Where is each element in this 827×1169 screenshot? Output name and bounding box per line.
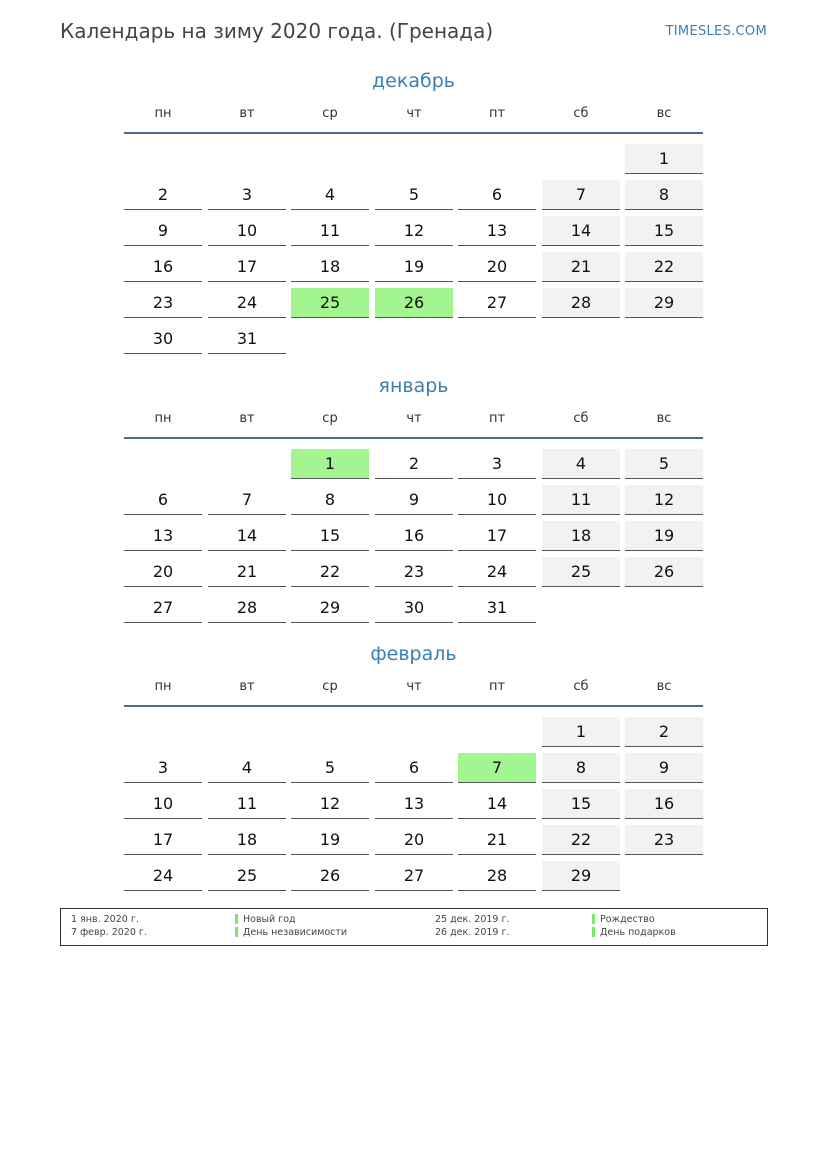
weekday-label: чт [406, 411, 422, 426]
day-cell: 4 [208, 753, 286, 783]
month-name: декабрь [372, 70, 455, 92]
day-cell: 9 [124, 216, 202, 246]
day-cell: 25 [208, 861, 286, 891]
day-cell: 13 [124, 521, 202, 551]
day-cell: 16 [625, 789, 703, 819]
weekday-label: вт [239, 411, 255, 426]
day-cell: 20 [124, 557, 202, 587]
day-cell: 23 [625, 825, 703, 855]
weekday-label: ср [322, 679, 338, 694]
day-cell: 15 [625, 216, 703, 246]
header-divider [124, 705, 703, 707]
day-cell: 2 [625, 717, 703, 747]
day-cell: 14 [542, 216, 620, 246]
day-cell: 6 [375, 753, 453, 783]
weekday-label: вт [239, 679, 255, 694]
holiday-marker [235, 927, 238, 937]
day-cell: 22 [625, 252, 703, 282]
legend-name: Новый год [243, 914, 296, 925]
day-cell: 3 [124, 753, 202, 783]
legend-date: 7 февр. 2020 г. [71, 927, 147, 938]
holiday-marker [592, 914, 595, 924]
legend-date: 1 янв. 2020 г. [71, 914, 139, 925]
weekday-label: сб [573, 679, 589, 694]
day-cell: 21 [458, 825, 536, 855]
day-cell: 16 [124, 252, 202, 282]
day-cell: 1 [625, 144, 703, 174]
day-cell: 17 [458, 521, 536, 551]
day-cell: 28 [208, 593, 286, 623]
day-cell: 2 [375, 449, 453, 479]
day-cell: 17 [208, 252, 286, 282]
month-name: февраль [370, 643, 457, 665]
day-cell: 6 [458, 180, 536, 210]
day-cell: 11 [291, 216, 369, 246]
day-cell: 30 [124, 324, 202, 354]
day-cell: 5 [625, 449, 703, 479]
header-divider [124, 132, 703, 134]
day-cell: 8 [291, 485, 369, 515]
day-cell: 20 [458, 252, 536, 282]
day-cell: 7 [542, 180, 620, 210]
day-cell: 7 [458, 753, 536, 783]
day-cell: 26 [625, 557, 703, 587]
weekday-label: вт [239, 106, 255, 121]
day-cell: 24 [124, 861, 202, 891]
day-cell: 25 [291, 288, 369, 318]
day-cell: 7 [208, 485, 286, 515]
day-cell: 10 [458, 485, 536, 515]
day-cell: 6 [124, 485, 202, 515]
holiday-marker [235, 914, 238, 924]
day-cell: 11 [542, 485, 620, 515]
weekday-label: чт [406, 106, 422, 121]
weekday-label: пн [154, 411, 172, 426]
day-cell: 4 [291, 180, 369, 210]
header-divider [124, 437, 703, 439]
day-cell: 5 [375, 180, 453, 210]
weekday-label: пт [488, 679, 506, 694]
day-cell: 19 [375, 252, 453, 282]
day-cell: 4 [542, 449, 620, 479]
day-cell: 28 [542, 288, 620, 318]
day-cell: 31 [208, 324, 286, 354]
day-cell: 13 [458, 216, 536, 246]
day-cell: 28 [458, 861, 536, 891]
day-cell: 11 [208, 789, 286, 819]
weekday-label: вс [656, 679, 672, 694]
weekday-label: вс [656, 411, 672, 426]
day-cell: 22 [291, 557, 369, 587]
legend-name: День подарков [600, 927, 676, 938]
day-cell: 23 [375, 557, 453, 587]
day-cell: 21 [208, 557, 286, 587]
legend-name: Рождество [600, 914, 655, 925]
weekday-label: вс [656, 106, 672, 121]
day-cell: 29 [291, 593, 369, 623]
day-cell: 22 [542, 825, 620, 855]
holiday-marker [592, 927, 595, 937]
weekday-label: сб [573, 106, 589, 121]
day-cell: 18 [291, 252, 369, 282]
day-cell: 21 [542, 252, 620, 282]
weekday-label: пн [154, 679, 172, 694]
day-cell: 9 [625, 753, 703, 783]
weekday-label: ср [322, 106, 338, 121]
day-cell: 18 [208, 825, 286, 855]
day-cell: 31 [458, 593, 536, 623]
legend-name: День независимости [243, 927, 348, 938]
day-cell: 12 [375, 216, 453, 246]
day-cell: 8 [542, 753, 620, 783]
page-title: Календарь на зиму 2020 года. (Гренада) [60, 19, 494, 43]
day-cell: 13 [375, 789, 453, 819]
day-cell: 14 [458, 789, 536, 819]
day-cell: 12 [291, 789, 369, 819]
day-cell: 10 [208, 216, 286, 246]
weekday-label: пт [488, 106, 506, 121]
day-cell: 1 [291, 449, 369, 479]
holiday-legend [60, 908, 768, 946]
day-cell: 14 [208, 521, 286, 551]
weekday-label: ср [322, 411, 338, 426]
day-cell: 29 [625, 288, 703, 318]
day-cell: 2 [124, 180, 202, 210]
day-cell: 19 [291, 825, 369, 855]
weekday-label: чт [406, 679, 422, 694]
day-cell: 30 [375, 593, 453, 623]
day-cell: 17 [124, 825, 202, 855]
day-cell: 25 [542, 557, 620, 587]
weekday-label: пт [488, 411, 506, 426]
day-cell: 10 [124, 789, 202, 819]
day-cell: 23 [124, 288, 202, 318]
day-cell: 27 [375, 861, 453, 891]
day-cell: 29 [542, 861, 620, 891]
weekday-label: пн [154, 106, 172, 121]
day-cell: 15 [542, 789, 620, 819]
day-cell: 24 [208, 288, 286, 318]
site-link[interactable]: TIMESLES.COM [665, 24, 767, 39]
day-cell: 3 [458, 449, 536, 479]
legend-date: 26 дек. 2019 г. [435, 927, 510, 938]
day-cell: 3 [208, 180, 286, 210]
day-cell: 27 [124, 593, 202, 623]
day-cell: 8 [625, 180, 703, 210]
day-cell: 9 [375, 485, 453, 515]
day-cell: 15 [291, 521, 369, 551]
day-cell: 20 [375, 825, 453, 855]
day-cell: 18 [542, 521, 620, 551]
day-cell: 26 [375, 288, 453, 318]
legend-date: 25 дек. 2019 г. [435, 914, 510, 925]
day-cell: 19 [625, 521, 703, 551]
weekday-label: сб [573, 411, 589, 426]
day-cell: 26 [291, 861, 369, 891]
day-cell: 5 [291, 753, 369, 783]
day-cell: 24 [458, 557, 536, 587]
day-cell: 27 [458, 288, 536, 318]
month-name: январь [378, 375, 449, 397]
day-cell: 1 [542, 717, 620, 747]
day-cell: 16 [375, 521, 453, 551]
day-cell: 12 [625, 485, 703, 515]
